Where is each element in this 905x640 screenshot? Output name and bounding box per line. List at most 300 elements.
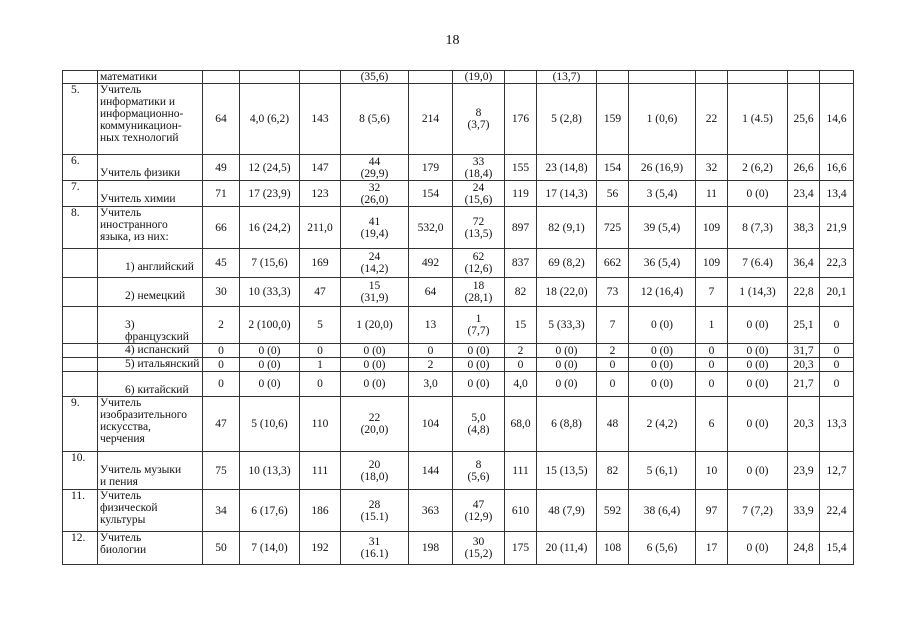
table-cell: 30	[203, 278, 240, 307]
table-cell: 192	[300, 532, 341, 565]
cell-line: (12,9)	[464, 510, 493, 523]
table-cell: 20,3	[788, 397, 820, 452]
table-row	[63, 249, 854, 278]
table-cell: 23,4	[788, 181, 820, 207]
row-number	[63, 307, 98, 344]
table-cell: 0	[696, 344, 728, 358]
row-number	[63, 372, 98, 397]
table-row	[63, 278, 854, 307]
row-name-line: искусства,	[100, 421, 151, 433]
table-row	[63, 397, 854, 452]
cell-line: (16.1)	[360, 548, 389, 560]
cell-line: 5,0	[471, 412, 486, 424]
table-cell: 64	[409, 278, 453, 307]
row-number	[63, 71, 98, 84]
table-cell: 0	[820, 344, 854, 358]
table-cell: 33,9	[788, 490, 820, 532]
table-cell	[341, 278, 409, 307]
table-cell: 64	[203, 84, 240, 155]
row-number	[63, 278, 98, 307]
table-cell: 0	[696, 372, 728, 397]
table-cell: 119	[505, 181, 537, 207]
table-cell: 0 (0)	[728, 397, 788, 452]
table-cell: 0 (0)	[728, 307, 788, 344]
table-cell: 21,7	[788, 372, 820, 397]
table-cell: 48	[597, 397, 629, 452]
table-cell: 24,8	[788, 532, 820, 565]
cell-line: 18	[472, 280, 485, 292]
table-cell: 20,1	[820, 278, 854, 307]
table-cell: 214	[409, 84, 453, 155]
table-cell: 22	[696, 84, 728, 155]
row-number	[63, 249, 98, 278]
row-name	[98, 84, 203, 155]
table-cell: 2 (100,0)	[240, 307, 300, 344]
table-cell	[453, 181, 505, 207]
cell-line: (15,6)	[464, 193, 493, 206]
table-cell: 5 (6,1)	[629, 452, 696, 490]
table-cell	[453, 155, 505, 181]
row-name-line: 1) английский	[125, 261, 194, 273]
table-cell: 36,4	[788, 249, 820, 278]
row-name-line: 4) испанский	[125, 344, 190, 356]
table-cell: 14,6	[820, 84, 854, 155]
table-cell: 123	[300, 181, 341, 207]
table-cell: 69 (8,2)	[537, 249, 597, 278]
table-cell	[453, 84, 505, 155]
row-name	[98, 278, 203, 307]
cell-line: (13,5)	[464, 227, 493, 240]
cell-line: 30	[472, 536, 485, 548]
cell-line: 8	[475, 107, 482, 119]
table-cell: 0 (0)	[728, 532, 788, 565]
table-cell: 0	[597, 372, 629, 397]
table-cell: 179	[409, 155, 453, 181]
table-cell: 75	[203, 452, 240, 490]
row-number: 12.	[63, 532, 98, 565]
cell-line: 32	[368, 181, 381, 194]
table-row	[63, 372, 854, 397]
table-cell: 532,0	[409, 207, 453, 249]
table-cell: 0 (0)	[341, 372, 409, 397]
table-cell: 0	[203, 358, 240, 372]
table-cell: 32	[696, 155, 728, 181]
table-cell	[341, 207, 409, 249]
table-cell	[341, 452, 409, 490]
cell-line: 31	[368, 536, 381, 548]
cell-line: (29,9)	[360, 167, 389, 180]
table-cell: 38 (6,4)	[629, 490, 696, 532]
table-row	[63, 84, 854, 155]
row-name	[98, 181, 203, 207]
table-cell: 198	[409, 532, 453, 565]
table-cell: 3,0	[409, 372, 453, 397]
table-cell: 7 (14,0)	[240, 532, 300, 565]
table-row	[63, 207, 854, 249]
table-cell: 0 (0)	[453, 344, 505, 358]
row-name	[98, 372, 203, 397]
row-name	[98, 344, 203, 358]
table-cell: 5 (2,8)	[537, 84, 597, 155]
table-cell	[240, 71, 300, 84]
table-cell: 10 (13,3)	[240, 452, 300, 490]
table-cell: 17	[696, 532, 728, 565]
table-cell: 13,3	[820, 397, 854, 452]
table-cell: 5	[300, 307, 341, 344]
table-cell: 0	[300, 344, 341, 358]
table-cell: 82 (9,1)	[537, 207, 597, 249]
table-cell: 186	[300, 490, 341, 532]
row-name	[98, 358, 203, 372]
table-cell: 22,4	[820, 490, 854, 532]
statistics-table	[62, 70, 854, 565]
table-cell: 82	[597, 452, 629, 490]
table-cell: 0 (0)	[728, 452, 788, 490]
table-cell: 154	[409, 181, 453, 207]
table-cell: 7 (6.4)	[728, 249, 788, 278]
table-cell: 6	[696, 397, 728, 452]
cell-line: (19,4)	[360, 227, 389, 240]
cell-line: (7,7)	[467, 325, 490, 337]
table-cell: 97	[696, 490, 728, 532]
table-row	[63, 155, 854, 181]
table-cell	[453, 249, 505, 278]
row-name-line: Учитель	[100, 532, 142, 544]
table-cell: 662	[597, 249, 629, 278]
table-cell: 26 (16,9)	[629, 155, 696, 181]
table-cell: 1 (20,0)	[341, 307, 409, 344]
table-cell	[629, 71, 696, 84]
cell-line: 22	[368, 412, 381, 424]
table-cell: 7 (7,2)	[728, 490, 788, 532]
cell-line: 8	[475, 458, 482, 471]
table-cell: 108	[597, 532, 629, 565]
row-name	[98, 207, 203, 249]
row-name	[98, 532, 203, 565]
page-number: 18	[445, 33, 460, 48]
row-number: 8.	[63, 207, 98, 249]
row-name-line: математики	[100, 71, 158, 83]
cell-line: 28	[368, 498, 381, 511]
table-cell: 592	[597, 490, 629, 532]
cell-line: 62	[472, 251, 485, 263]
table-cell: 0 (0)	[341, 344, 409, 358]
table-cell: 0 (0)	[537, 358, 597, 372]
row-name	[98, 307, 203, 344]
row-name-line: Учитель химии	[100, 193, 176, 205]
table-cell	[341, 155, 409, 181]
row-number: 6.	[63, 155, 98, 181]
table-cell	[453, 207, 505, 249]
cell-line: (14,2)	[360, 263, 389, 275]
table-cell	[203, 71, 240, 84]
cell-line: 44	[368, 155, 381, 168]
table-cell: 159	[597, 84, 629, 155]
table-cell	[820, 71, 854, 84]
table-cell: 10 (33,3)	[240, 278, 300, 307]
row-number: 5.	[63, 84, 98, 155]
row-number: 11.	[63, 490, 98, 532]
table-row	[63, 181, 854, 207]
table-row	[63, 71, 854, 84]
table-cell: 0	[820, 307, 854, 344]
row-name	[98, 155, 203, 181]
row-name-line: 5) итальянский	[125, 358, 200, 370]
table-cell: 12 (16,4)	[629, 278, 696, 307]
cell-line: 20	[368, 458, 381, 471]
table-cell: 0	[505, 358, 537, 372]
table-cell: 110	[300, 397, 341, 452]
table-cell	[341, 490, 409, 532]
table-cell: (19,0)	[453, 71, 505, 84]
table-cell: 21,9	[820, 207, 854, 249]
table-cell	[341, 397, 409, 452]
cell-line: (18,4)	[464, 167, 493, 180]
cell-line: (31,9)	[360, 292, 389, 304]
table-cell	[453, 307, 505, 344]
row-name-line: Учитель	[100, 207, 142, 219]
table-cell: 0 (0)	[537, 344, 597, 358]
cell-line: 1	[475, 313, 482, 325]
table-cell: 144	[409, 452, 453, 490]
table-cell: 2	[203, 307, 240, 344]
table-cell: 837	[505, 249, 537, 278]
row-name-line: языка, из них:	[100, 231, 169, 243]
table-cell: 2	[409, 358, 453, 372]
row-name-line: иностранного	[100, 219, 168, 231]
table-cell: 11	[696, 181, 728, 207]
table-row	[63, 358, 854, 372]
table-cell: 38,3	[788, 207, 820, 249]
row-name-line	[100, 155, 200, 167]
table-cell: 0 (0)	[728, 372, 788, 397]
table-cell: 15 (13,5)	[537, 452, 597, 490]
table-cell: 1 (14,3)	[728, 278, 788, 307]
table-cell: 155	[505, 155, 537, 181]
table-cell: 0 (0)	[629, 307, 696, 344]
row-name-line: Учитель физики	[100, 167, 181, 179]
table-cell: 45	[203, 249, 240, 278]
table-cell: 6 (5,6)	[629, 532, 696, 565]
table-cell: 111	[300, 452, 341, 490]
row-name-line: физической	[100, 502, 158, 514]
table-cell: 17 (23,9)	[240, 181, 300, 207]
table-cell: 1	[300, 358, 341, 372]
row-number: 9.	[63, 397, 98, 452]
table-cell: 0	[597, 358, 629, 372]
cell-line: 15	[368, 280, 381, 292]
table-cell: 34	[203, 490, 240, 532]
row-name-line: 6) китайский	[125, 384, 189, 396]
table-cell	[453, 490, 505, 532]
table-cell: 0	[203, 372, 240, 397]
table-cell: 48 (7,9)	[537, 490, 597, 532]
table-cell: 104	[409, 397, 453, 452]
row-name-line: информатики и	[100, 96, 176, 108]
table-cell: 4,0 (6,2)	[240, 84, 300, 155]
table-cell: 4,0	[505, 372, 537, 397]
table-cell: 0 (0)	[240, 358, 300, 372]
table-cell: 13	[409, 307, 453, 344]
table-cell	[696, 71, 728, 84]
table-cell: 0 (0)	[728, 358, 788, 372]
table-cell: 0 (0)	[453, 372, 505, 397]
row-name-line: черчения	[100, 433, 145, 445]
row-name-line: Учитель музыки	[100, 464, 182, 476]
table-cell: 1 (4.5)	[728, 84, 788, 155]
row-name	[98, 249, 203, 278]
table-cell: 0 (0)	[453, 358, 505, 372]
cell-line: (28,1)	[464, 292, 493, 304]
table-cell: 25,6	[788, 84, 820, 155]
table-cell: 7 (15,6)	[240, 249, 300, 278]
row-name	[98, 71, 203, 84]
table-cell: 39 (5,4)	[629, 207, 696, 249]
cell-line: (15,2)	[464, 548, 493, 560]
table-cell: 0	[300, 372, 341, 397]
table-cell: 5 (33,3)	[537, 307, 597, 344]
cell-line: 41	[368, 215, 381, 228]
row-number: 10.	[63, 452, 98, 490]
table-cell: 725	[597, 207, 629, 249]
table-cell: 10	[696, 452, 728, 490]
table-cell: 0 (0)	[629, 358, 696, 372]
cell-line: (5,6)	[467, 470, 490, 483]
table-cell	[788, 71, 820, 84]
table-cell: 1 (0,6)	[629, 84, 696, 155]
table-cell: 22,3	[820, 249, 854, 278]
row-name-line: биологии	[100, 544, 147, 556]
table-cell: 0 (0)	[629, 372, 696, 397]
cell-line: (15.1)	[360, 510, 389, 523]
table-cell: 8 (5,6)	[341, 84, 409, 155]
cell-line: 24	[368, 251, 381, 263]
table-cell: 2	[505, 344, 537, 358]
row-name-line: коммуникацион-	[100, 120, 182, 132]
table-cell: 147	[300, 155, 341, 181]
table-cell	[505, 71, 537, 84]
table-cell	[728, 71, 788, 84]
table-cell: 18 (22,0)	[537, 278, 597, 307]
row-number	[63, 358, 98, 372]
table-cell: 82	[505, 278, 537, 307]
table-cell: 23 (14,8)	[537, 155, 597, 181]
table-cell: 6 (17,6)	[240, 490, 300, 532]
table-cell: 897	[505, 207, 537, 249]
table-cell: 0	[820, 372, 854, 397]
table-cell: 3 (5,4)	[629, 181, 696, 207]
table-cell	[453, 452, 505, 490]
table-cell	[453, 278, 505, 307]
table-cell: 492	[409, 249, 453, 278]
row-name-line: культуры	[100, 514, 146, 526]
row-name-line	[125, 307, 200, 319]
table-cell: 36 (5,4)	[629, 249, 696, 278]
table-cell: 6 (8,8)	[537, 397, 597, 452]
table-cell: 13,4	[820, 181, 854, 207]
row-name	[98, 490, 203, 532]
table-cell: 16,6	[820, 155, 854, 181]
table-cell	[341, 532, 409, 565]
table-cell: 0 (0)	[240, 372, 300, 397]
table-cell: 8 (7,3)	[728, 207, 788, 249]
row-name-line	[100, 181, 200, 193]
row-name	[98, 452, 203, 490]
cell-line: (18,0)	[360, 470, 389, 483]
table-cell	[453, 397, 505, 452]
table-cell: 0 (0)	[629, 344, 696, 358]
table-cell: 0	[203, 344, 240, 358]
table-cell: 47	[300, 278, 341, 307]
row-name-line: 3) французский	[125, 319, 189, 343]
table-cell: 176	[505, 84, 537, 155]
row-name-line: Учитель	[100, 397, 142, 409]
table-row	[63, 452, 854, 490]
table-cell: 17 (14,3)	[537, 181, 597, 207]
row-name-line: изобразительного	[100, 409, 187, 421]
table-cell: 0 (0)	[728, 344, 788, 358]
cell-line: (26,0)	[360, 193, 389, 206]
table-cell	[409, 71, 453, 84]
table-cell: 211,0	[300, 207, 341, 249]
table-cell	[341, 181, 409, 207]
table-cell: 2	[597, 344, 629, 358]
table-row	[63, 490, 854, 532]
row-name-line: информационно-	[100, 108, 184, 120]
row-name	[98, 397, 203, 452]
table-cell: 7	[597, 307, 629, 344]
cell-line: (3,7)	[467, 119, 490, 131]
table-cell: 47	[203, 397, 240, 452]
table-cell: 15	[505, 307, 537, 344]
table-cell: 15,4	[820, 532, 854, 565]
table-cell: 50	[203, 532, 240, 565]
table-cell: (13,7)	[537, 71, 597, 84]
table-cell: 175	[505, 532, 537, 565]
table-cell: 49	[203, 155, 240, 181]
table-cell: 143	[300, 84, 341, 155]
table-cell: 154	[597, 155, 629, 181]
table-row	[63, 307, 854, 344]
row-name-line	[100, 452, 200, 464]
table-cell: 68,0	[505, 397, 537, 452]
row-name-line: ных технологий	[100, 132, 179, 144]
table-cell: 7	[696, 278, 728, 307]
table-cell: 56	[597, 181, 629, 207]
cell-line: (4,8)	[467, 424, 490, 436]
row-name-line: и пения	[100, 476, 138, 488]
table-cell: 1	[696, 307, 728, 344]
table-cell: 109	[696, 249, 728, 278]
cell-line: (20,0)	[360, 424, 389, 436]
table-row	[63, 532, 854, 565]
table-row	[63, 344, 854, 358]
table-cell: 12,7	[820, 452, 854, 490]
cell-line: 47	[472, 498, 485, 511]
cell-line: 33	[472, 155, 485, 168]
table-cell: 12 (24,5)	[240, 155, 300, 181]
table-cell: 0 (0)	[728, 181, 788, 207]
table-cell: 0 (0)	[240, 344, 300, 358]
row-name-line: Учитель	[100, 84, 142, 96]
row-name-line	[125, 249, 200, 261]
table-cell: 2 (6,2)	[728, 155, 788, 181]
table-cell: (35,6)	[341, 71, 409, 84]
table-cell: 31,7	[788, 344, 820, 358]
row-number: 7.	[63, 181, 98, 207]
cell-line: 72	[472, 215, 485, 228]
table-cell: 66	[203, 207, 240, 249]
